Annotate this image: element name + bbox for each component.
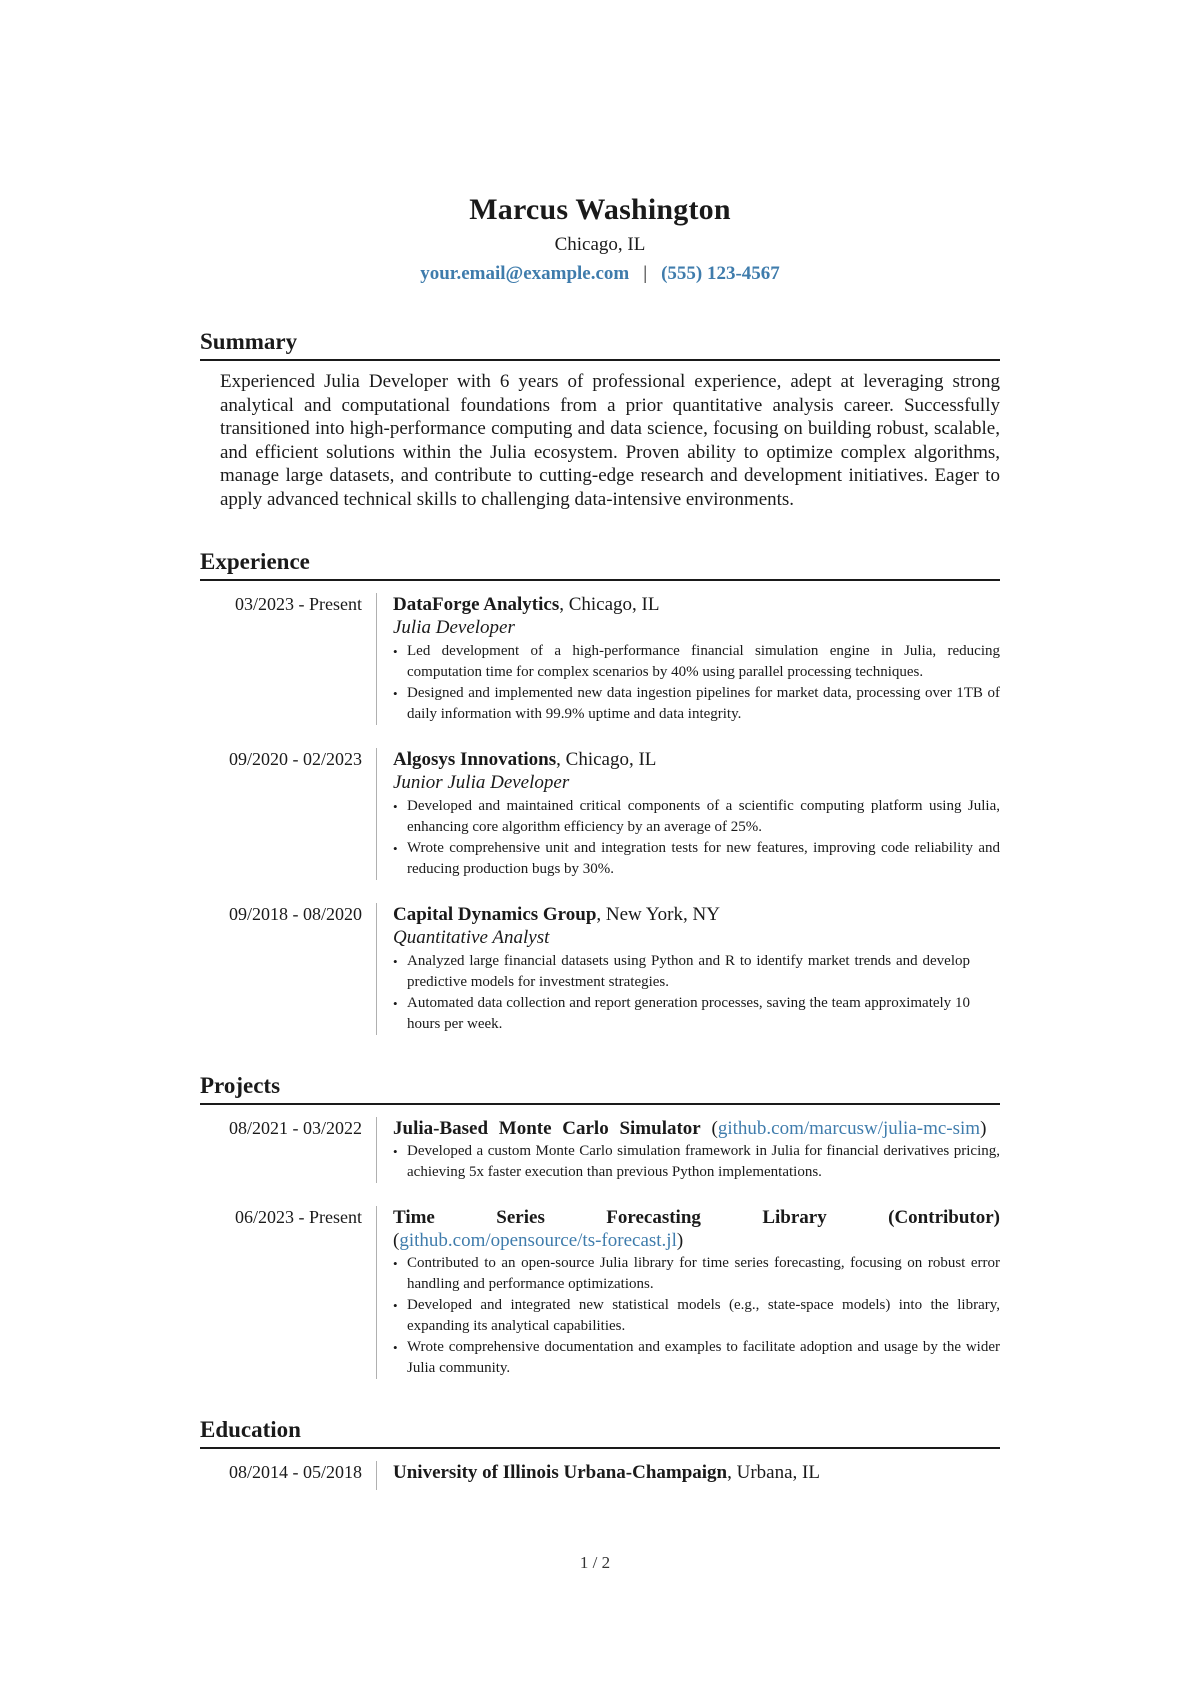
education-section (200, 1415, 1000, 1490)
project-link[interactable]: github.com/opensource/ts-forecast.jl (399, 1230, 677, 1251)
paren-close: ) (676, 1230, 684, 1251)
entry-body (393, 1117, 1000, 1183)
bullet-item: • Developed and maintained critical components of a scientific computing platform using Julia, enhancing core algorithm efficiency by an average of 25%. (393, 796, 1000, 838)
bullet-item: • Automated data collection and report generation processes, saving the team approximately 10 hours per week. (393, 993, 970, 1035)
section-title-summary: Summary (200, 327, 1000, 361)
organization-name: Algosys Innovations (393, 749, 557, 770)
institution-name: University of Illinois Urbana-Champaign (393, 1462, 728, 1483)
section-title-education: Education (200, 1415, 1000, 1449)
bullet-list (393, 1253, 1000, 1379)
paren-close: ) (980, 1118, 987, 1139)
contact-line (200, 261, 1000, 287)
entry-title (393, 1117, 1000, 1140)
bullet-item: • Contributed to an open-source Julia library for time series forecasting, focusing on robust error handling and performance optimizations. (393, 1253, 1000, 1295)
entry-date: 06/2023 - Present (200, 1206, 377, 1379)
entry-title (393, 1461, 1000, 1484)
experience-entry (200, 903, 1000, 1035)
entry-title (393, 748, 1000, 771)
job-role: Junior Julia Developer (393, 772, 570, 793)
paren-open: ( (393, 1230, 400, 1251)
entry-body (393, 748, 1000, 880)
experience-section (200, 547, 1000, 1035)
organization-name: Capital Dynamics Group (393, 904, 597, 925)
bullet-list (393, 951, 1000, 1035)
projects-section (200, 1071, 1000, 1379)
entry-date: 09/2018 - 08/2020 (200, 903, 377, 1035)
email-link[interactable]: your.email@example.com (420, 263, 630, 284)
bullet-item: • Developed a custom Monte Carlo simulation framework in Julia for financial derivatives pricing, achieving 5x faster execution than previous Python implementations. (393, 1141, 1000, 1183)
page-number: 1 / 2 (579, 1553, 611, 1572)
entry-date: 08/2021 - 03/2022 (200, 1117, 377, 1183)
summary-text: Experienced Julia Developer with 6 years of professional experience, adept at leveraging strong analytical and computational foundations from a prior quantitative analysis career. Successfully transitioned into high-performance computing and data science, focusing on building robust, scalable, and efficient solutions within the Julia ecosystem. Proven ability to optimize complex algorithms, manage large datasets, and contribute to cutting-edge research and development initiatives. Eager to apply advanced technical skills to challenging data-intensive environments. (220, 371, 1000, 510)
entry-body (393, 903, 1000, 1035)
experience-entry (200, 593, 1000, 725)
entry-title (393, 593, 1000, 616)
project-entry (200, 1117, 1000, 1183)
bullet-item: • Wrote comprehensive unit and integration tests for new features, improving code reliability and reducing production bugs by 30%. (393, 838, 1000, 880)
candidate-location: Chicago, IL (554, 234, 646, 255)
bullet-item: • Led development of a high-performance financial simulation engine in Julia, reducing computation time for complex scenarios by 40% using parallel processing techniques. (393, 641, 1000, 683)
entry-body (393, 1206, 1000, 1379)
project-name: Julia-Based Monte Carlo Simulator (393, 1118, 701, 1139)
phone-link[interactable]: (555) 123-4567 (661, 263, 780, 284)
candidate-name: Marcus Washington (469, 193, 731, 226)
bullet-list (393, 796, 1000, 880)
section-title-experience: Experience (200, 547, 1000, 581)
bullet-list (393, 641, 1000, 725)
job-role: Julia Developer (393, 617, 515, 638)
entry-body (393, 1461, 1000, 1490)
project-name: Time Series Forecasting Library (Contributor) (393, 1207, 1000, 1228)
organization-place: , Chicago, IL (556, 749, 657, 770)
organization-name: DataForge Analytics (393, 594, 560, 615)
entry-title (393, 903, 1000, 926)
institution-place: , Urbana, IL (727, 1462, 820, 1483)
paren-open: ( (711, 1118, 718, 1139)
project-entry (200, 1206, 1000, 1379)
section-title-projects: Projects (200, 1071, 1000, 1105)
resume-header (200, 190, 1000, 287)
job-role: Quantitative Analyst (393, 927, 550, 948)
contact-separator: | (643, 263, 648, 284)
organization-place: , Chicago, IL (559, 594, 660, 615)
project-link[interactable]: github.com/marcusw/julia-mc-sim (717, 1118, 981, 1139)
entry-date: 03/2023 - Present (200, 593, 377, 725)
education-entry (200, 1461, 1000, 1490)
experience-entry (200, 748, 1000, 880)
resume-page (200, 190, 1000, 1490)
bullet-item: • Analyzed large financial datasets using Python and R to identify market trends and develop predictive models for investment strategies. (393, 951, 970, 993)
organization-place: , New York, NY (596, 904, 720, 925)
bullet-item: • Developed and integrated new statistical models (e.g., state-space models) into the library, expanding its analytical capabilities. (393, 1295, 1000, 1337)
bullet-list (393, 1141, 1000, 1183)
entry-title (393, 1206, 1000, 1252)
bullet-item: • Wrote comprehensive documentation and examples to facilitate adoption and usage by the wider Julia community. (393, 1337, 1000, 1379)
entry-date: 08/2014 - 05/2018 (200, 1461, 377, 1490)
bullet-item: • Designed and implemented new data ingestion pipelines for market data, processing over 1TB of daily information with 99.9% uptime and data integrity. (393, 683, 1000, 725)
entry-body (393, 593, 1000, 725)
entry-date: 09/2020 - 02/2023 (200, 748, 377, 880)
summary-section (200, 327, 1000, 511)
